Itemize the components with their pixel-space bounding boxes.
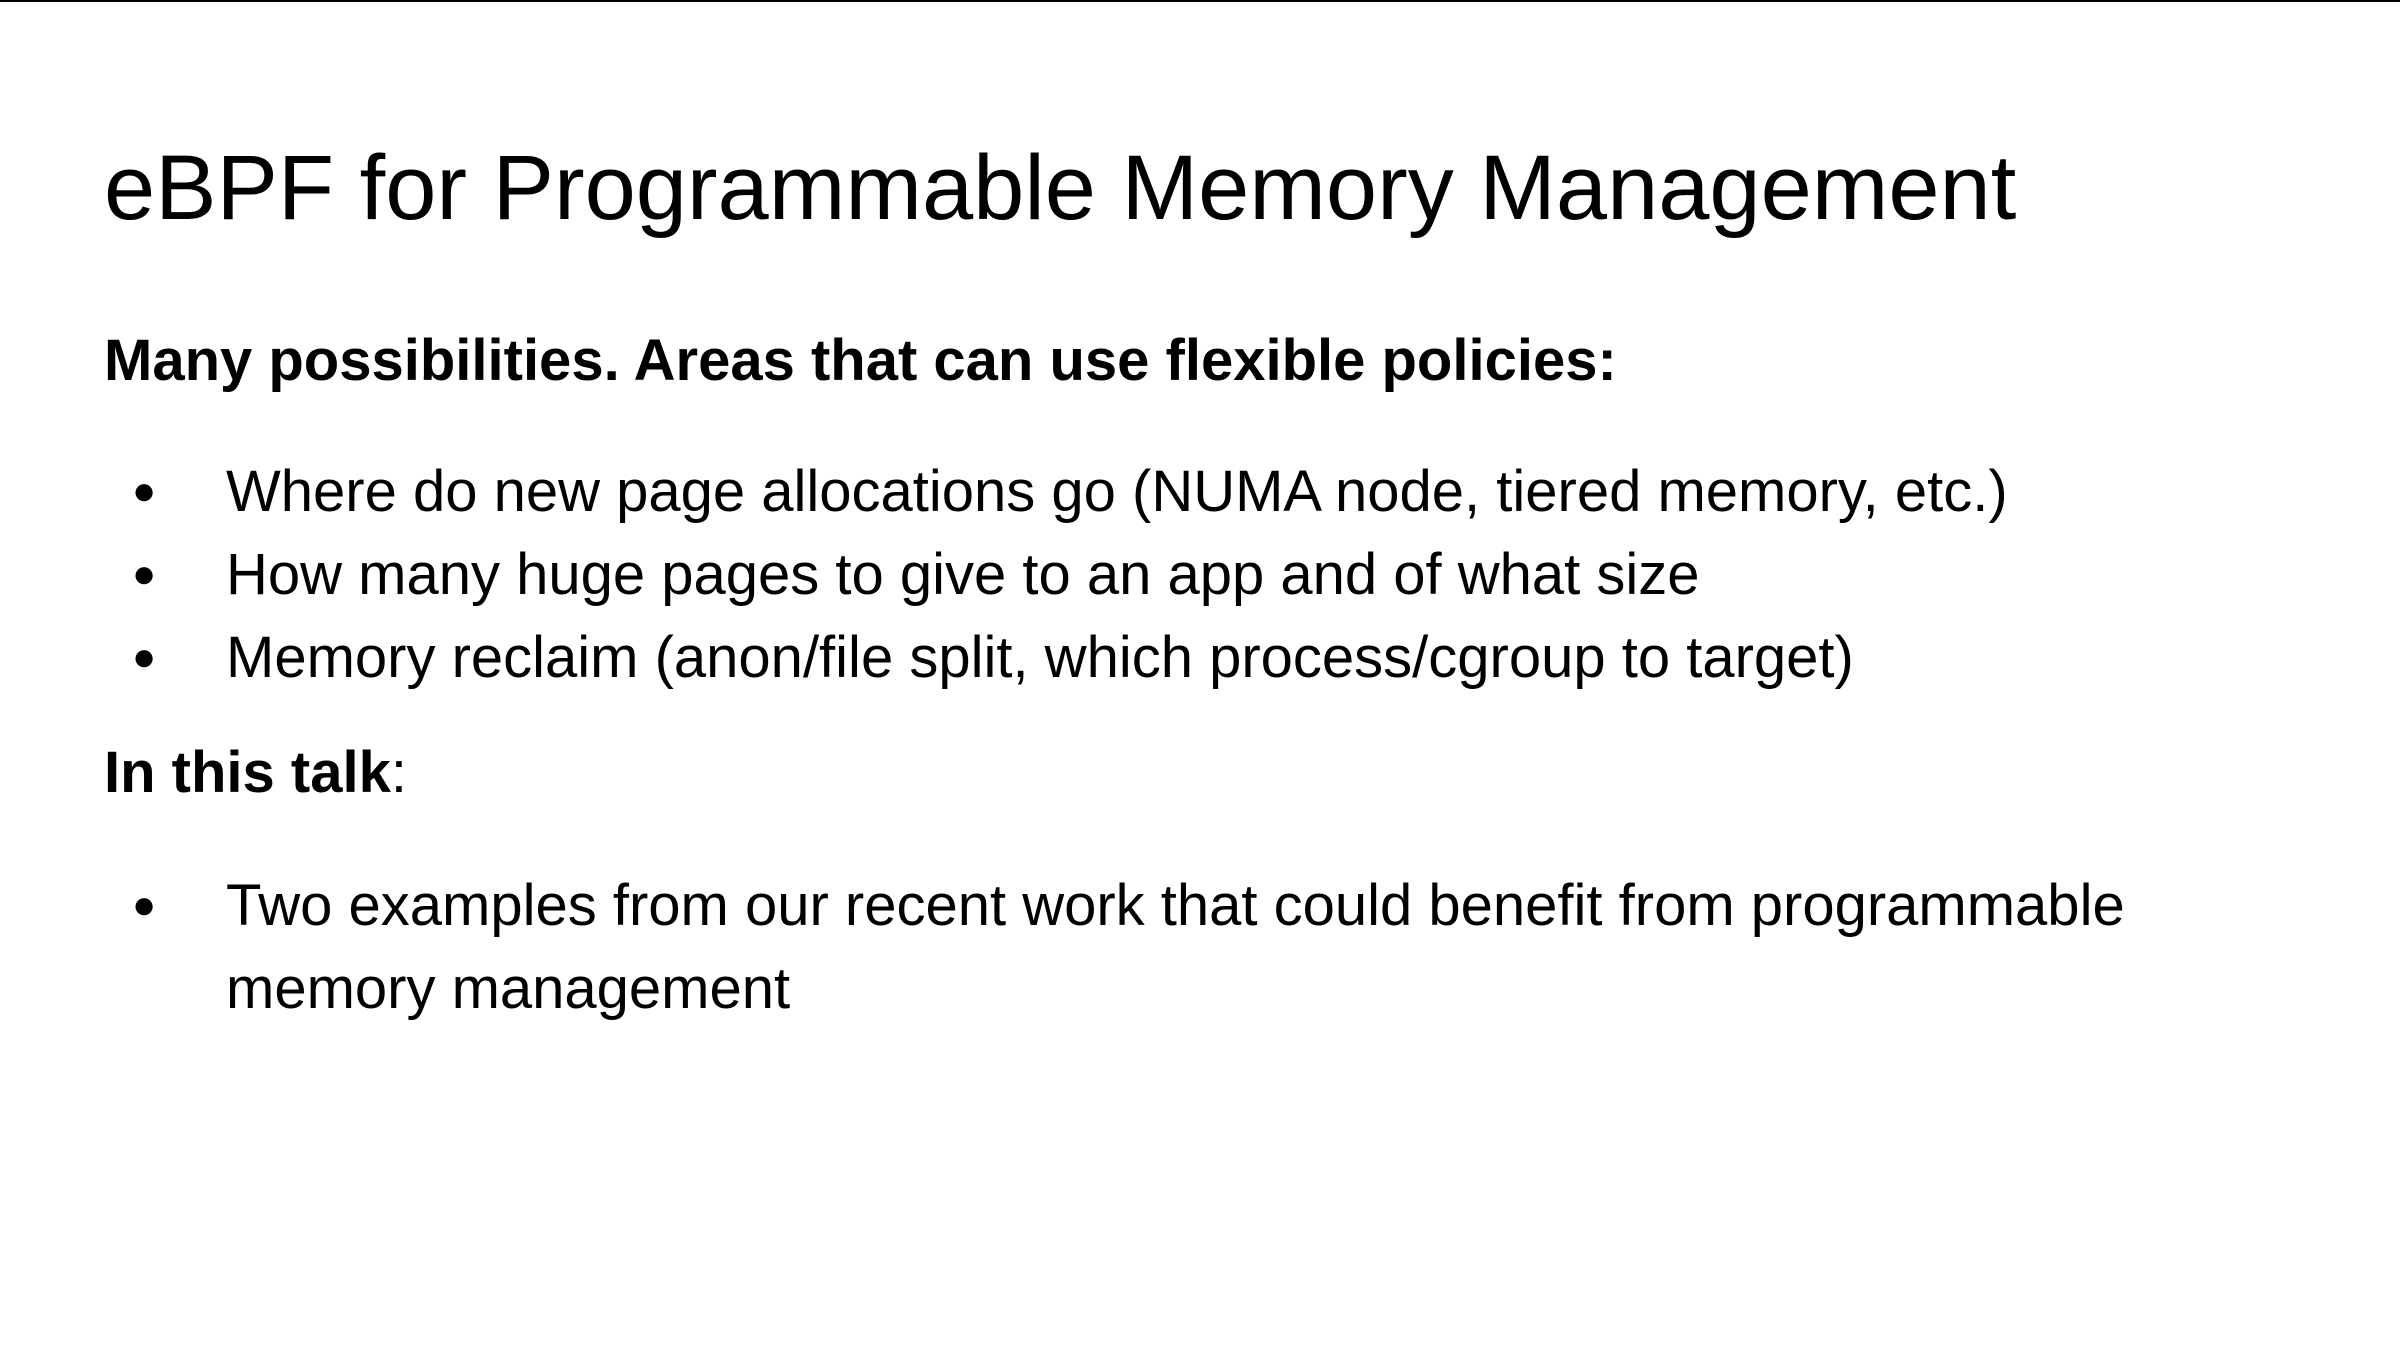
talk-bullet-list <box>104 864 2354 1030</box>
slide-title: eBPF for Programmable Memory Management <box>104 137 2017 239</box>
list-item-text: Where do new page allocations go (NUMA node, tiered memory, etc.) <box>226 459 2008 524</box>
bullet-icon: ● <box>132 635 157 679</box>
top-border-line <box>0 0 2400 2</box>
section-heading-bold-text: In this talk <box>104 740 391 805</box>
bullet-icon: ● <box>132 469 157 513</box>
list-item-text: Two examples from our recent work that could benefit from programmable memory management <box>226 873 2125 1021</box>
list-item <box>104 450 2354 533</box>
list-item <box>104 616 2354 699</box>
section-heading-colon: : <box>390 740 407 805</box>
bullet-icon: ● <box>132 552 157 596</box>
list-item <box>104 864 2354 1030</box>
list-item-text: How many huge pages to give to an app and of what size <box>226 542 1700 607</box>
bullet-icon: ● <box>132 883 157 927</box>
section-heading-text: Many possibilities. Areas that can use flexible policies: <box>104 328 1617 393</box>
list-item-text: Memory reclaim (anon/file split, which process/cgroup to target) <box>226 625 1854 690</box>
section-heading-possibilities <box>104 326 1617 396</box>
possibilities-bullet-list <box>104 450 2354 699</box>
list-item <box>104 533 2354 616</box>
section-heading-this-talk <box>104 738 407 808</box>
